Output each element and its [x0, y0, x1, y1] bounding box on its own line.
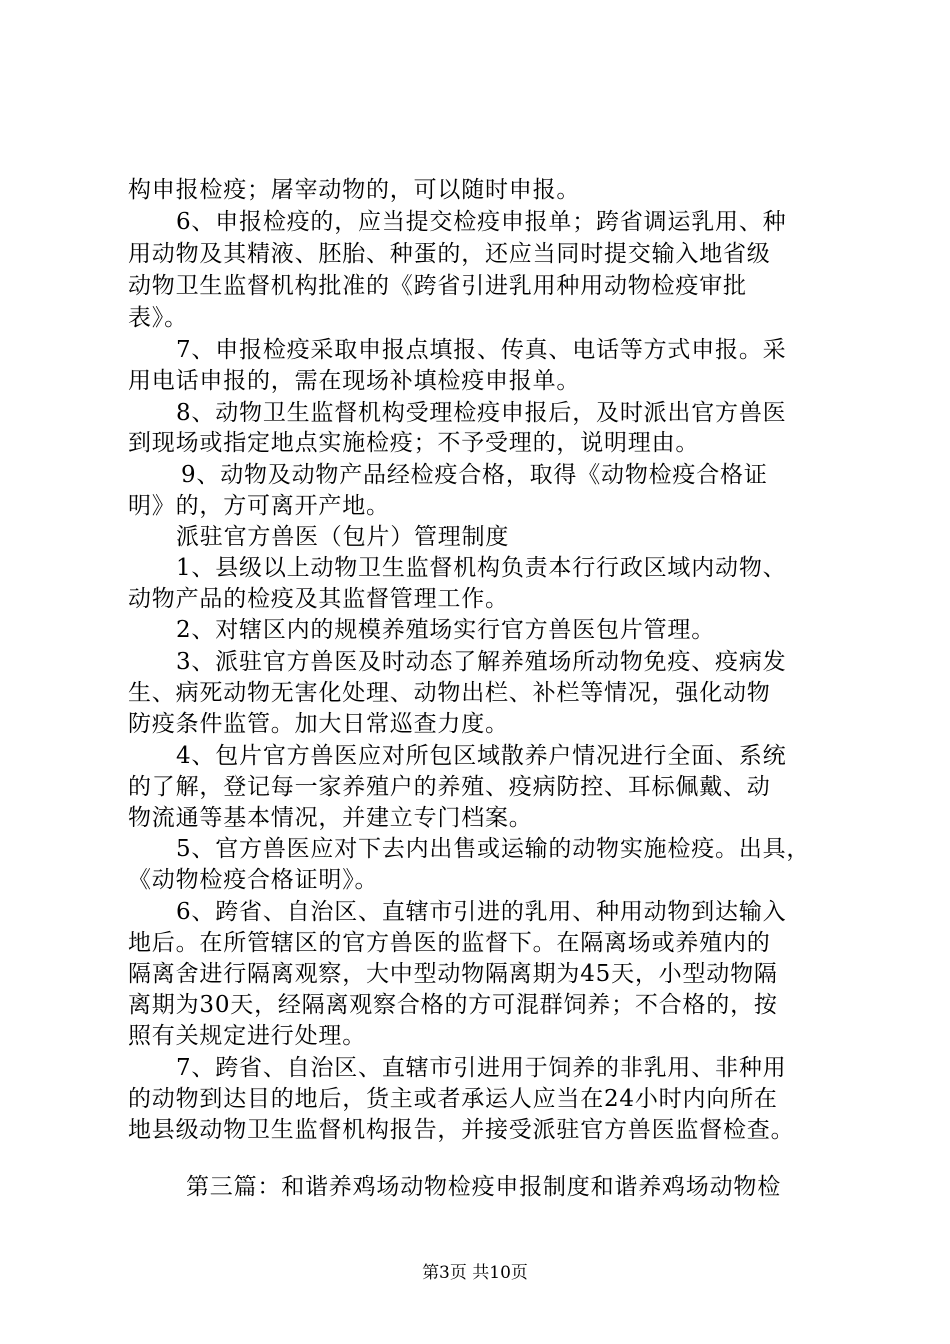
text-line: 的动物到达目的地后，货主或者承运人应当在24小时内向所在 [128, 1086, 778, 1112]
text-line: 2、对辖区内的规模养殖场实行官方兽医包片管理。 [176, 617, 716, 643]
page-footer: 第3页 共10页 [422, 1263, 528, 1283]
section-heading: 派驻官方兽医（包片）管理制度 [176, 524, 510, 550]
text-line: 用动物及其精液、胚胎、种蛋的，还应当同时提交输入地省级 [128, 241, 771, 267]
text-line: 地后。在所管辖区的官方兽医的监督下。在隔离场或养殖内的 [128, 930, 771, 956]
text-line: 到现场或指定地点实施检疫；不予受理的，说明理由。 [128, 430, 700, 456]
text-line: 物流通等基本情况，并建立专门档案。 [128, 805, 533, 831]
text-line: 《动物检疫合格证明》。 [128, 867, 379, 893]
text-line: 离期为30天，经隔离观察合格的方可混群饲养；不合格的，按 [128, 992, 778, 1018]
text-line: 照有关规定进行处理。 [128, 1023, 366, 1049]
text-line: 构申报检疫；屠宰动物的，可以随时申报。 [128, 177, 581, 203]
text-line: 3、派驻官方兽医及时动态了解养殖场所动物免疫、疫病发 [176, 649, 787, 675]
text-line: 1、县级以上动物卫生监督机构负责本行行政区域内动物、 [176, 555, 787, 581]
text-line: 用电话申报的，需在现场补填检疫申报单。 [128, 368, 581, 394]
text-line: 生、病死动物无害化处理、动物出栏、补栏等情况，强化动物 [128, 680, 771, 706]
text-line: 6、跨省、自治区、直辖市引进的乳用、种用动物到达输入 [176, 899, 787, 925]
text-line: 动物产品的检疫及其监督管理工作。 [128, 586, 509, 612]
text-line: 的了解，登记每一家养殖户的养殖、疫病防控、耳标佩戴、动 [128, 774, 771, 800]
text-line: 8、动物卫生监督机构受理检疫申报后，及时派出官方兽医 [176, 400, 787, 426]
text-line: 5、官方兽医应对下去内出售或运输的动物实施检疫。出具， [176, 836, 811, 862]
text-line: 明》的，方可离开产地。 [128, 493, 390, 519]
text-line: 地县级动物卫生监督机构报告，并接受派驻官方兽医监督检查。 [128, 1117, 795, 1143]
text-line: 7、申报检疫采取申报点填报、传真、电话等方式申报。采 [176, 337, 787, 363]
text-line: 隔离舍进行隔离观察，大中型动物隔离期为45天，小型动物隔 [128, 961, 778, 987]
text-line: 4、包片官方兽医应对所包区域散养户情况进行全面、系统 [176, 743, 787, 769]
text-line: 6、申报检疫的，应当提交检疫申报单；跨省调运乳用、种 [176, 209, 787, 235]
chapter-heading: 第三篇：和谐养鸡场动物检疫申报制度和谐养鸡场动物检 [186, 1174, 781, 1200]
text-line: 动物卫生监督机构批准的《跨省引进乳用种用动物检疫审批 [128, 273, 747, 299]
text-line: 9、动物及动物产品经检疫合格，取得《动物检疫合格证 [181, 462, 768, 488]
text-line: 7、跨省、自治区、直辖市引进用于饲养的非乳用、非种用 [176, 1055, 787, 1081]
text-line: 防疫条件监管。加大日常巡查力度。 [128, 711, 509, 737]
text-line: 表》。 [128, 305, 188, 331]
